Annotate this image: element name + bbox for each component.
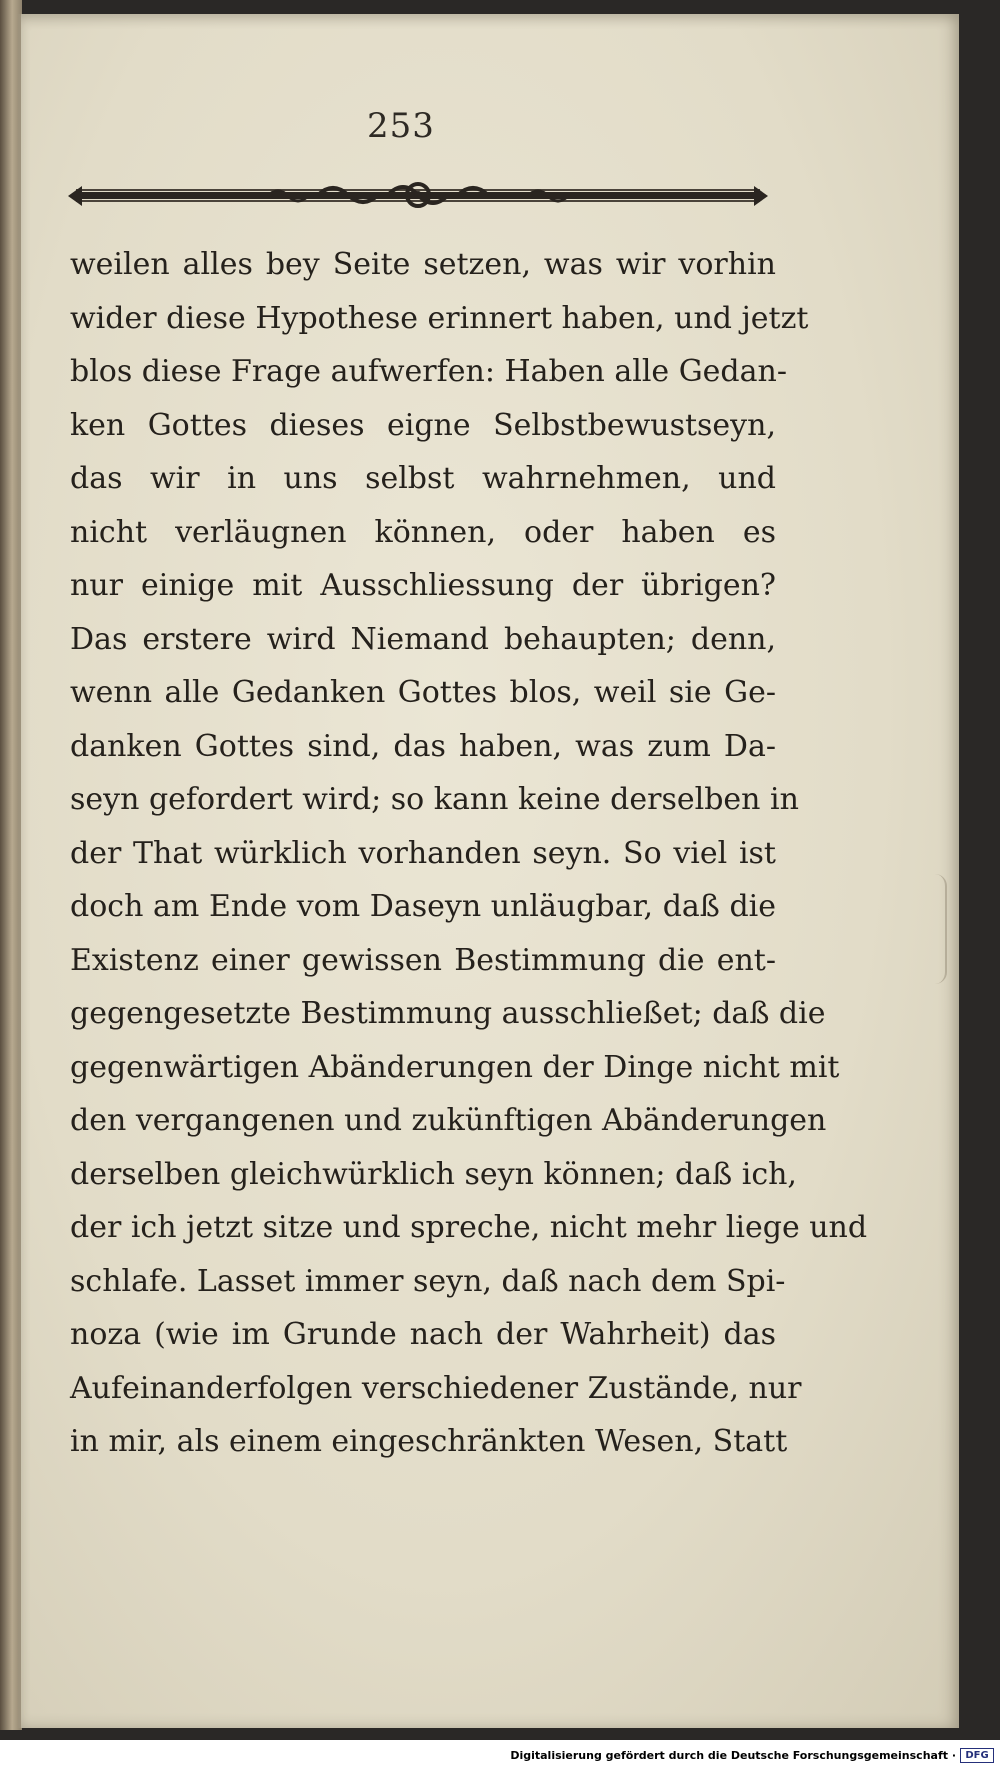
body-text bbox=[70, 238, 868, 1469]
page-edge-shadow bbox=[935, 874, 947, 984]
text-line: der That würklich vorhanden seyn. So viel ist bbox=[70, 835, 776, 871]
text-line: den vergangenen und zukünftigen Abänderungen bbox=[70, 1103, 827, 1138]
text-line: Das erstere wird Niemand behaupten; denn, bbox=[70, 621, 776, 657]
text-line: gegenwärtigen Abänderungen der Dinge nicht mit bbox=[70, 1049, 840, 1085]
text-line: wider diese Hypothese erinnert haben, und jetzt bbox=[70, 300, 809, 336]
text-line: nicht verläugnen können, oder haben es bbox=[70, 514, 776, 550]
text-line: danken Gottes sind, das haben, was zum Da- bbox=[70, 728, 776, 764]
text-line: noza (wie im Grunde nach der Wahrheit) das bbox=[70, 1317, 776, 1352]
funding-credit: Digitalisierung gefördert durch die Deutsche Forschungsgemeinschaft · bbox=[510, 1749, 956, 1762]
text-line: ken Gottes dieses eigne Selbstbewustseyn, bbox=[70, 407, 776, 443]
page-number: 253 bbox=[367, 106, 435, 146]
text-line: der ich jetzt sitze und spreche, nicht mehr liege und bbox=[70, 1210, 868, 1245]
text-line: das wir in uns selbst wahrnehmen, und bbox=[70, 461, 776, 496]
text-line: gegengesetzte Bestimmung ausschließet; daß die bbox=[70, 996, 826, 1031]
text-line: seyn gefordert wird; so kann keine derselben in bbox=[70, 782, 799, 817]
ornamental-rule bbox=[68, 176, 768, 216]
text-line: derselben gleichwürklich seyn können; daß ich, bbox=[70, 1156, 797, 1192]
text-line: blos diese Frage aufwerfen: Haben alle Gedan- bbox=[70, 354, 787, 389]
text-line: doch am Ende vom Daseyn unläugbar, daß die bbox=[70, 889, 776, 924]
text-line: wenn alle Gedanken Gottes blos, weil sie Ge- bbox=[70, 675, 776, 710]
text-line: weilen alles bey Seite setzen, was wir vorhin bbox=[70, 247, 776, 282]
text-line: schlafe. Lasset immer seyn, daß nach dem Spi- bbox=[70, 1263, 786, 1299]
text-line: in mir, als einem eingeschränkten Wesen, Statt bbox=[70, 1424, 788, 1459]
text-line: nur einige mit Ausschliessung der übrigen? bbox=[70, 568, 776, 603]
text-line: Existenz einer gewissen Bestimmung die ent- bbox=[70, 942, 776, 978]
text-line: Aufeinanderfolgen verschiedener Zustände, nur bbox=[70, 1370, 802, 1406]
digitization-footer bbox=[0, 1740, 1000, 1770]
dfg-logo: DFG bbox=[960, 1748, 994, 1763]
